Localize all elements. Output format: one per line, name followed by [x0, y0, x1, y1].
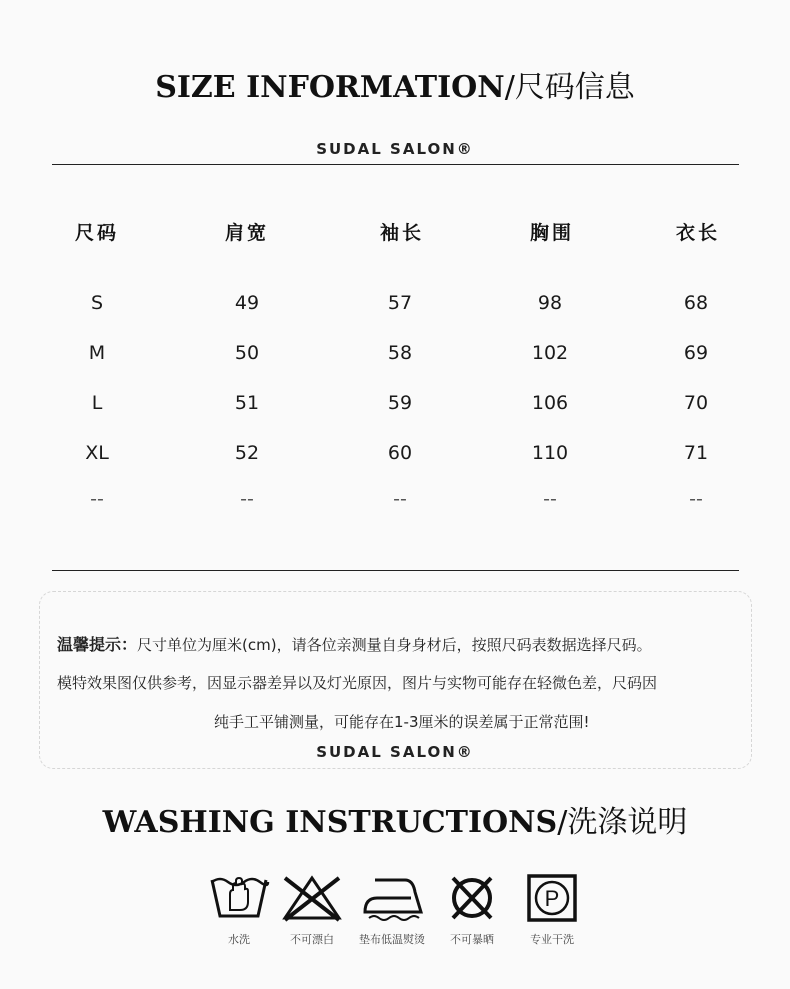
- table-top-divider: [52, 164, 739, 165]
- cell-chest: 106: [531, 392, 569, 414]
- cell-length: 68: [683, 292, 709, 314]
- table-bottom-divider: [52, 570, 739, 571]
- cell-length: --: [689, 488, 703, 510]
- notice-line-2: 模特效果图仅供参考，因显示器差异以及灯光原因，图片与实物可能存在轻微色差，尺码因: [57, 674, 658, 692]
- cell-shoulder: 50: [234, 342, 260, 364]
- cell-sleeve: 58: [387, 342, 413, 364]
- low-iron-icon: [361, 872, 423, 922]
- header-sleeve: 袖长: [379, 222, 424, 244]
- cell-sleeve: 57: [387, 292, 413, 314]
- header-size: 尺码: [74, 222, 119, 244]
- hand-wash-icon: [208, 872, 270, 922]
- wash-title-cn: 洗涤说明: [567, 805, 688, 840]
- svg-text:P: P: [544, 886, 560, 911]
- cell-length: 70: [683, 392, 709, 414]
- cell-sleeve: 59: [387, 392, 413, 414]
- hand-wash-label: 水洗: [228, 933, 250, 946]
- notice-line-3: 纯手工平铺测量，可能存在1-3厘米的误差属于正常范围!: [214, 713, 590, 731]
- cell-shoulder: 49: [234, 292, 260, 314]
- no-tumble-dry-label: 不可暴晒: [450, 933, 494, 946]
- header-length: 衣长: [675, 222, 720, 244]
- cell-chest: 110: [531, 442, 569, 464]
- brand-logo-top: SUDAL SALON®: [316, 140, 474, 158]
- washing-instructions-title: [0, 797, 790, 841]
- cell-length: 71: [683, 442, 709, 464]
- cell-size: XL: [85, 442, 109, 464]
- size-title-sep: /: [504, 70, 515, 105]
- cell-sleeve: 60: [387, 442, 413, 464]
- header-shoulder: 肩宽: [224, 222, 269, 244]
- no-bleach-icon: [281, 872, 343, 922]
- brand-logo-bottom: SUDAL SALON®: [316, 743, 474, 761]
- cell-size: M: [88, 342, 106, 364]
- notice-text-1: 尺寸单位为厘米(cm)，请各位亲测量自身身材后，按照尺码表数据选择尺码。: [137, 636, 652, 654]
- cell-chest: 98: [537, 292, 563, 314]
- cell-size: --: [90, 488, 104, 510]
- cell-shoulder: --: [240, 488, 254, 510]
- wash-title-sep: /: [557, 805, 568, 840]
- cell-shoulder: 52: [234, 442, 260, 464]
- low-iron-label: 垫布低温熨烫: [359, 933, 425, 946]
- size-title-en: SIZE INFORMATION: [155, 70, 505, 105]
- dry-clean-label: 专业干洗: [530, 933, 574, 946]
- notice-line-1: [57, 632, 652, 655]
- cell-chest: --: [543, 488, 557, 510]
- cell-size: S: [90, 292, 104, 314]
- cell-shoulder: 51: [234, 392, 260, 414]
- header-chest: 胸围: [529, 222, 574, 244]
- notice-label: 温馨提示：: [57, 635, 138, 654]
- no-tumble-dry-icon: [441, 872, 503, 922]
- no-bleach-label: 不可漂白: [290, 933, 334, 946]
- cell-size: L: [91, 392, 103, 414]
- cell-sleeve: --: [393, 488, 407, 510]
- dry-clean-icon: [521, 872, 583, 922]
- cell-length: 69: [683, 342, 709, 364]
- cell-chest: 102: [531, 342, 569, 364]
- size-title-cn: 尺码信息: [514, 70, 635, 105]
- size-information-title: [0, 62, 790, 106]
- wash-title-en: WASHING INSTRUCTIONS: [102, 805, 558, 840]
